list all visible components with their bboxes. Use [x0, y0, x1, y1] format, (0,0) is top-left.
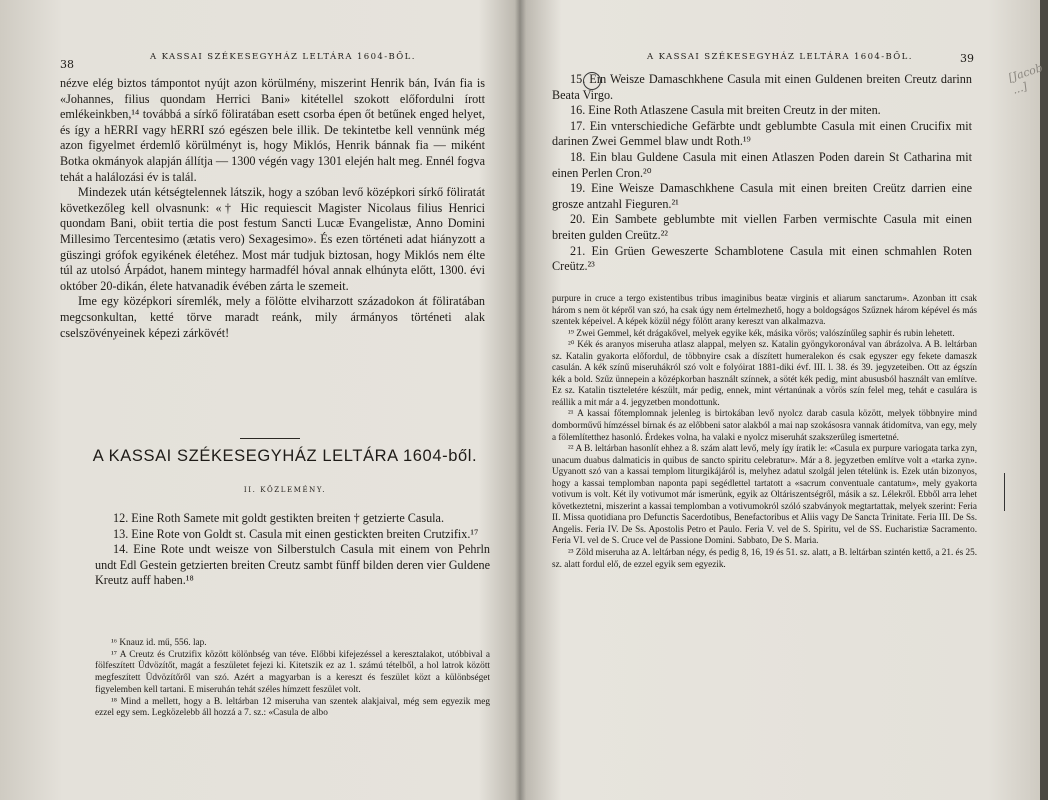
inventory-item: 12. Eine Roth Samete mit goldt gestikten breiten † getzierte Casula.	[113, 511, 445, 525]
footnotes	[552, 293, 977, 570]
divider	[240, 438, 300, 439]
paragraph: Mindezek után kétségtelennek látszik, hogy a szóban levő középkori sírkő föliratát következőleg kell olvasnunk: «† Hic requiescit Magister Nicolaus filius Henrici quondam Bani, obiit tertia die post festum Sancti Lucæ Evangelistæ, Anno Domini Millesimo Tercentesimo (ætatis vero) Sexagesimo». És ezen történeti adat hiányzott a güszingi grófok egyikének életéhez. Most már tudjuk biztosan, hogy Miklós nem élte túl az utolsó Árpádot, hanem mintegy harmadfél hóval annak elhúnyta előtt, 1300. évi október 20-dikán, élete hatvanadik évében zárta le szemeit.	[60, 185, 485, 293]
paragraph: nézve elég biztos támpontot nyújt azon körülmény, miszerint Henrik bán, Iván fia is «Johannes, filius quondam Herrici Bani» kitétellel szokott előfordulni írott emlékeinkben,¹⁴ továbbá a sírkő föliratában esett csorba épen őt betűnek enged helyet, és így a hERRI vagy hERRI szó egészen bele illik. De tekintetbe kell vennünk még azon figyelmet érdemlő körülményt is, hogy Miklós, Henrik bánnak fia — miként Botka okmányok alapján állítja — 1300 végén vagy 1301 elején halt meg. Ennél fogva tehát a halálozási év is talál.	[60, 76, 485, 184]
footnote: ¹⁷ A Creutz és Crutzifix között kölönbség van téve. Előbbi kifejezéssel a keresztalakot, utóbbival a fölfeszített Üdvözítőt, magát a feszületet fejezi ki. Kitetszik ez az 1. számú tételből, a hol latrok között megfeszített Üdvözítőről van szó. Azért a magyarban is a kereszt és feszület közt a különbséget figyelemben kell tartani. E miseruhán tehát széles hímzett feszület volt.	[95, 649, 490, 695]
running-head: A KASSAI SZÉKESEGYHÁZ LELTÁRA 1604-BŐL.	[150, 52, 416, 62]
footnotes	[95, 638, 490, 720]
pencil-circle-mark	[583, 72, 601, 90]
page-number: 38	[60, 58, 74, 71]
inventory-item: 17. Ein vnterschiediche Gefärbte undt geblumbte Casula mit einen Crucifix mit darinen Zwei Gemmel blaw undt Roth.¹⁹	[552, 118, 972, 149]
right-page	[520, 0, 1040, 800]
inventory-item: 13. Eine Rote von Goldt st. Casula mit einen gestickten breiten Crutzifix.¹⁷	[113, 526, 479, 541]
footnote: ²⁰ Kék és aranyos miseruha atlasz alappal, melyen sz. Katalin gyöngykoronával van ábrázolva. A B. leltárban sz. Katalin gyakorta előfordul, de többnyire csak a díszített humeralekon és csak egyszer egy fekete damaszk casulán. A kék színű miseruhákról szó volt e folyóirat 1881-diki évf. III. l. 38. és 39. jegyzeteiben. Ott az égszín kék a bold. Szűz ünnepein a középkorban használt színnek, a sötét kék pedig, mint abususból használt van említve. Ez sz. Katalin tiszteletére készült, már pedig, ennek, mint vértanúnak a vörös szín felel meg, tehát e casulára is reállik a mit már a 4. jegyzetben mondottunk.	[552, 339, 977, 407]
inventory-item: 19. Eine Weisze Damaschkhene Casula mit einen breiten Creütz darrien eine grosze antzahl Fieguren.²¹	[552, 181, 972, 211]
page-number: 39	[960, 52, 974, 65]
paragraph: Ime egy középkori síremlék, mely a fölötte elviharzott századokon át föliratában megcsonkultan, ketté törve maradt reánk, mily ármányos történeti alak cselszövényeinek képezi zárkövét!	[60, 294, 485, 340]
inventory-item: 14. Eine Rote undt weisze von Silberstulch Casula mit einem von Pehrln undt Edl Gestein getzierten breiten Creutz sambt fünff bilden deren vier Guldene Kreutz auff haben.¹⁸	[95, 542, 490, 588]
inventory-item: 16. Eine Roth Atlaszene Casula mit breiten Creutz in der miten.	[570, 103, 881, 118]
pencil-bracket-mark	[1004, 473, 1005, 511]
footnote: ¹⁶ Knauz id. mű, 556. lap.	[111, 638, 207, 648]
left-page	[0, 0, 516, 800]
footnote: ¹⁸ Mind a mellett, hogy a B. leltárban 12 miseruha van szentek alakjaival, még sem egyezik meg ezzel egy sem. Legközelebb áll hozzá a 7. sz.: «Casula de albo	[95, 696, 490, 719]
inventory-item: 21. Ein Grüen Geweszerte Schamblotene Casula mit einen schmahlen Roten Creütz.²³	[552, 243, 972, 274]
inventory-items	[95, 511, 490, 589]
footnote: ²³ Zöld miseruha az A. leltárban négy, és pedig 8, 16, 19 és 51. sz. alatt, a B. leltárban szintén kettő, a 21. és 25. sz. alatt fordul elő, de ezzel egyik sem egyezik.	[552, 547, 977, 569]
footnote: ²¹ A kassai főtemplomnak jelenleg is birtokában levő nyolcz darab casula között, melyek többnyire mind domborművű hímzéssel bírnak és az előbbeni sator alakból a mai nap szokásosra vannak átidomítva, van egy, mely a fölemlítetthez hasonló. Érdekes volna, ha valaki e nyolcz miseruhát szakszerűleg ismertetné.	[552, 408, 977, 442]
body-text	[60, 76, 485, 341]
inventory-item: 15. Ein Weisze Damaschkhene Casula mit einen Guldenen breiten Creutz darinn Beata Virgo.	[552, 72, 972, 102]
article-subtitle: II. KÖZLEMÉNY.	[243, 486, 327, 494]
inventory-items	[552, 72, 972, 275]
footnote: ²² A B. leltárban hasonlít ehhez a 8. szám alatt levő, mely így íratik le: «Casula ex purpure variogata tarka zyn, unacum duabus dalmaticis in quibus de sancto spiritu celebratur». Már a 8. jegyzetben említve volt a «tarka zyn». Ugyanott szó van a kassai templom liturgikájáról is, melyhez adatul szolgál jelen tételünk is. Ezek után bizonyos, hogy a kassai templomban naponta papi segédlettel tartatott a «sacrum conventuale cantatum», mely gyakorta votivum is volt. Két ily votivumot már ismerünk, egyik az Oltáriszentségről, másik a sz. Lélekről. Ebből arra lehet következtetni, miszerint a kassai templomban a votivumokról szóló szabványok megtartattak, melyek szerint: Feria II. Missa quotidiana pro Defunctis Sacerdotibus, Benefactoribus et Aliis vagy De Sancta Trinitate. Feria III. De Ss. Angelis. Feria IV. De Ss. Apostolis Petro et Paulo. Feria V. vel de S. Spiritu, vel de SS. Eucharistiæ Sacramento. Feria VI. vel de S. Cruce vel de Passione Domini. Sabbato, De S. Maria.	[552, 443, 977, 546]
running-head: A KASSAI SZÉKESEGYHÁZ LELTÁRA 1604-BŐL.	[647, 52, 913, 62]
footnote: purpure in cruce a tergo existentibus tribus imaginibus beatæ virginis et aliarum sanctarum». Azonban itt csak három s nem öt képről van szó, ha csak úgy nem értelmezhető, hogy a boldogságos Szűznek három képével és más szentek képeivel. A képek közül négy fölött arany kereszt van alkalmazva.	[552, 293, 977, 327]
article-title: A KASSAI SZÉKESEGYHÁZ LELTÁRA 1604-ből.	[92, 447, 478, 465]
inventory-item: 20. Ein Sambete geblumbte mit viellen Farben vermischte Casula mit einen breiten gulden Creütz.²²	[552, 212, 972, 242]
footnote: ¹⁹ Zwei Gemmel, két drágakővel, melyek egyike kék, másika vörös; valószínűleg saphir és rubin lehetett.	[568, 327, 955, 338]
inventory-item: 18. Ein blau Guldene Casula mit einen Atlaszen Poden darein St Catharina mit einen Perlen Cron.²⁰	[552, 149, 972, 180]
handwritten-margin-note: [Jacob ...]	[1006, 61, 1045, 97]
